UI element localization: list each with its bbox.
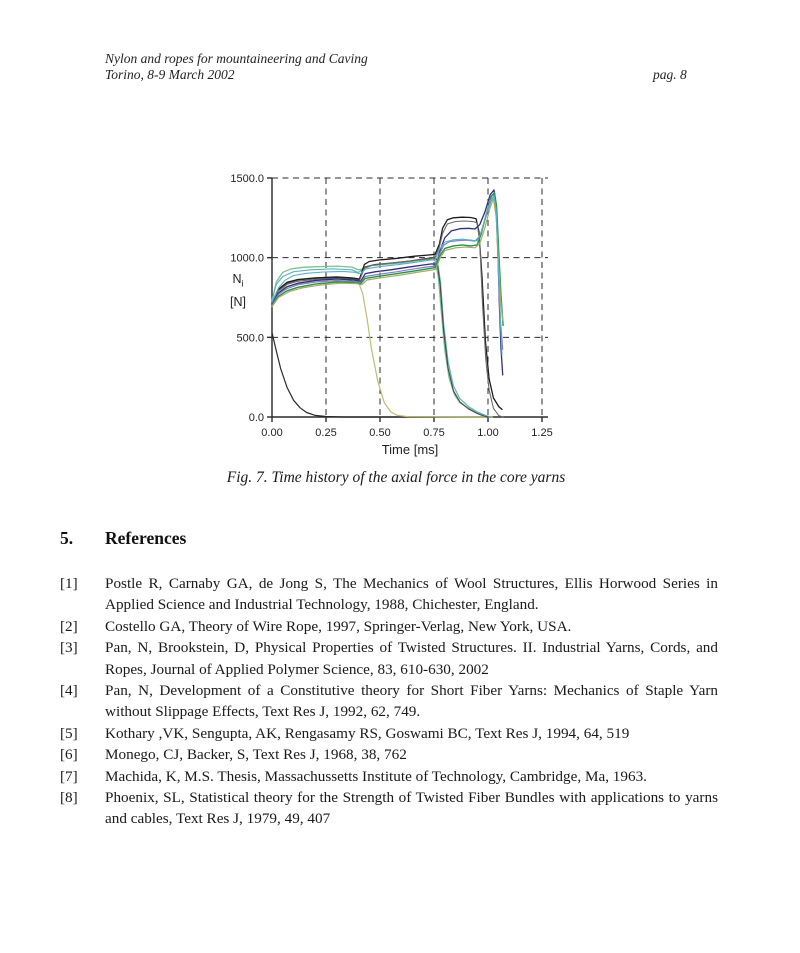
series-core-yarn-early-break — [272, 333, 434, 417]
section-number: 5. — [60, 528, 74, 548]
y-axis-unit: [N] — [230, 294, 246, 309]
reference-text: Phoenix, SL, Statistical theory for the Strength of Twisted Fiber Bundles with applications to yarns and cables, Text Res J, 1979, 49, 407 — [105, 789, 718, 828]
reference-text: Postle R, Carnaby GA, de Jong S, The Mechanics of Wool Structures, Ellis Horwood Series in Applied Science and Industrial Technology, 1988, Chichester, England. — [105, 575, 718, 614]
x-tick-label: 0.25 — [315, 427, 337, 439]
reference-item — [60, 680, 718, 723]
reference-item — [60, 637, 718, 680]
figure-caption: Fig. 7. Time history of the axial force in the core yarns — [226, 469, 566, 486]
x-tick-label: 0.50 — [369, 427, 391, 439]
reference-item — [60, 766, 718, 787]
header-title: Nylon and ropes for mountaineering and Caving — [105, 51, 368, 66]
y-tick-label: 0.0 — [248, 412, 264, 424]
reference-item — [60, 723, 718, 744]
reference-text: Pan, N, Brookstein, D, Physical Properties of Twisted Structures. II. Industrial Yarns, Cords, and Ropes, Journal of Applied Polymer Science, 83, 610-630, 2002 — [105, 639, 718, 678]
x-tick-label: 0.75 — [423, 427, 445, 439]
x-axis-title: Time [ms] — [381, 442, 439, 457]
reference-item — [60, 787, 718, 830]
y-tick-label: 500.0 — [236, 332, 264, 345]
reference-text: Pan, N, Development of a Constitutive theory for Short Fiber Yarns: Mechanics of Staple Yarn without Slippage Effects, Text Res J, 1992, 62, 749. — [105, 682, 718, 721]
reference-text: Machida, K, M.S. Thesis, Massachussetts Institute of Technology, Cambridge, Ma, 1963. — [105, 767, 647, 785]
reference-number: [7] — [60, 767, 78, 785]
reference-text: Kothary ,VK, Sengupta, AK, Rengasamy RS, Goswami BC, Text Res J, 1994, 64, 519 — [105, 724, 630, 742]
x-tick-label: 0.00 — [261, 427, 283, 439]
y-tick-label: 1500.0 — [230, 173, 264, 185]
y-tick-label: 1000.0 — [230, 252, 264, 265]
reference-text: Monego, CJ, Backer, S, Text Res J, 1968, 38, 762 — [105, 746, 407, 764]
reference-item — [60, 744, 718, 765]
reference-number: [3] — [60, 639, 78, 657]
x-tick-label: 1.25 — [531, 427, 553, 439]
page-number: pag. 8 — [653, 67, 687, 82]
reference-number: [8] — [60, 789, 78, 807]
reference-number: [4] — [60, 682, 78, 700]
series-core-yarn-gray-break-0.96 — [272, 221, 503, 417]
y-axis-subscript: i — [241, 278, 244, 289]
reference-number: [6] — [60, 746, 78, 764]
reference-number: [5] — [60, 724, 78, 742]
y-axis-label — [218, 270, 258, 311]
x-tick-label: 1.00 — [477, 427, 499, 439]
reference-text: Costello GA, Theory of Wire Rope, 1997, Springer-Verlag, New York, USA. — [105, 617, 572, 635]
reference-list — [60, 573, 718, 830]
references-section — [60, 527, 718, 830]
section-heading — [60, 527, 718, 549]
section-title: References — [105, 528, 187, 548]
reference-number: [1] — [60, 575, 78, 592]
header-subtitle: Torino, 8-9 March 2002 — [105, 67, 235, 82]
reference-number: [2] — [60, 617, 78, 635]
y-axis-symbol: N — [232, 272, 242, 286]
reference-item — [60, 616, 718, 637]
reference-item — [60, 573, 718, 616]
